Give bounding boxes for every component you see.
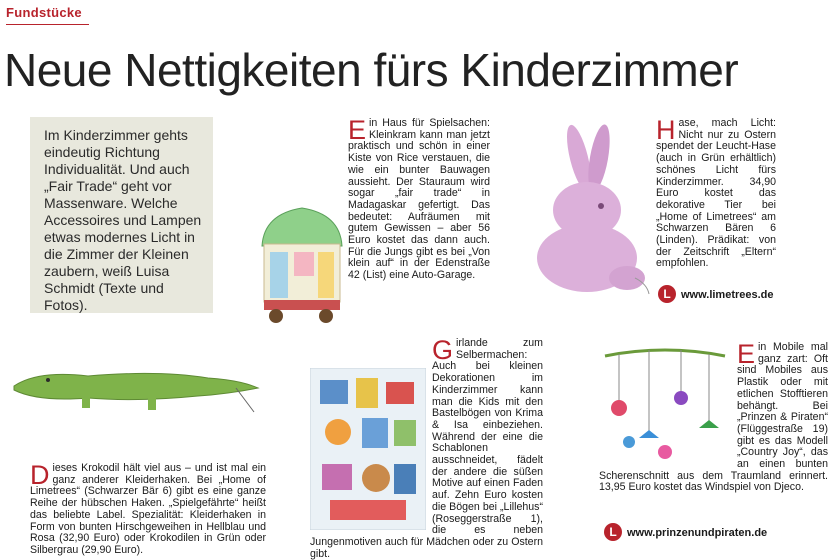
- photo-mobile: [599, 342, 731, 464]
- logo-icon: L: [604, 523, 622, 541]
- weblink-text[interactable]: www.prinzenundpiraten.de: [627, 527, 768, 540]
- craft-sheet-image: [310, 368, 426, 530]
- article-body: irlande zum Selbermachen: Auch bei kleinen Dekorationen im Kinderzimmer kann man die Kids mit den Bastelbögen von Krima & Isa einbeziehen. Während der eine die Schablonen ausschneidet, fädelt der andere die süßen Motive auf einen Faden auf. Zehn Euro kosten die Bögen bei „Lillehus“ (Roseggerstraße 1), die es neben Jungenmotiven auch für Mädchen oder zu Ostern gibt.: [310, 337, 543, 560]
- dropcap: G: [432, 335, 454, 365]
- article-krokodil-text: [30, 460, 266, 556]
- dropcap: H: [656, 115, 676, 145]
- dropcap: E: [348, 115, 367, 145]
- mobile-image: [599, 342, 731, 464]
- photo-crocodile: [8, 350, 263, 420]
- section-rule: [6, 24, 89, 25]
- section-label: Fundstücke: [6, 5, 82, 20]
- article-body: ase, mach Licht: Nicht nur zu Ostern spendet der Leucht-Hase (auch in Grün erhältlich) schönes Licht fürs Kinderzimmer. 34,90 Euro kostet das dekorative Tier bei „Home of Limetrees“ am Schwarzen Bären 6 (Linden). Prädikat: von der Zeitschrift „Eltern“ empfohlen.: [656, 117, 776, 270]
- article-body: in Haus für Spielsachen: Kleinkram kann man jetzt praktisch und schön in einer Kiste von Rice verstauen, die wie ein bunter Bauwagen aussieht. Der Stauraum wird sogar „fair trade“ in Madagaskar gefertigt. Das bedeutet: Aufräumen mit gutem Gewissen – aber 56 Euro kostet das dann auch. Für die Jungs gibt es bei „Von klein auf“ in der Edenstraße 42 (List) eine Auto-Garage.: [348, 117, 490, 282]
- weblink-limetrees[interactable]: [658, 285, 774, 303]
- article-body: in Mobile mal ganz zart: Oft sind Mobiles aus Plastik oder mit etlichen Stofftieren behängt. Bei „Prinzen & Piraten“ (Flüggestraße 19) gibt es das Modell „Country Joy“, das an einen bunten Scherenschnitt aus dem Traumland erinnert. 13,95 Euro kostet das Windspiel von Djeco.: [599, 341, 828, 494]
- dropcap: D: [30, 460, 50, 490]
- rabbit-lamp-image: [507, 118, 653, 304]
- intro-text: Im Kinderzimmer gehts eindeutig Richtung Individualität. Und auch „Fair Trade“ geht vor Massenware. Welche Accessoires und Lampen etwas modernes Licht in die Zimmer der Kleinen zaubern, weiß Luisa Schmidt (Texte und Fotos).: [44, 127, 202, 313]
- article-haus: [262, 115, 490, 303]
- intro-box: [30, 117, 213, 313]
- article-hase-text: [656, 115, 776, 278]
- article-body: ieses Krokodil hält viel aus – und ist mal ein ganz anderer Kleiderhaken. Bei „Home of Limetrees“ (Schwarzer Bär 6) gibt es eine ganze Reihe der hübschen Haken. „Spielgefährte“ heißt das beliebte Label. Spezialität: Kleiderhaken in Form von bunten Hirschgeweihen in Hellblau und Rosa (32,90 Euro) oder Krokodilen in Grün oder Silbergrau (29,90 Euro).: [30, 462, 266, 556]
- toy-box-image: [260, 156, 344, 336]
- photo-rabbit-lamp: [507, 118, 653, 304]
- headline: Neue Nettigkeiten fürs Kinderzimmer: [4, 44, 739, 96]
- article-mobile: [599, 339, 828, 522]
- photo-craft-sheet: [310, 368, 426, 530]
- dropcap: E: [737, 339, 756, 369]
- weblink-prinzenundpiraten[interactable]: [604, 523, 767, 541]
- crocodile-hook-image: [8, 350, 263, 420]
- photo-toy-box: [260, 156, 344, 336]
- weblink-text[interactable]: www.limetrees.de: [681, 289, 774, 302]
- article-girlande: [310, 335, 543, 560]
- logo-icon: L: [658, 285, 676, 303]
